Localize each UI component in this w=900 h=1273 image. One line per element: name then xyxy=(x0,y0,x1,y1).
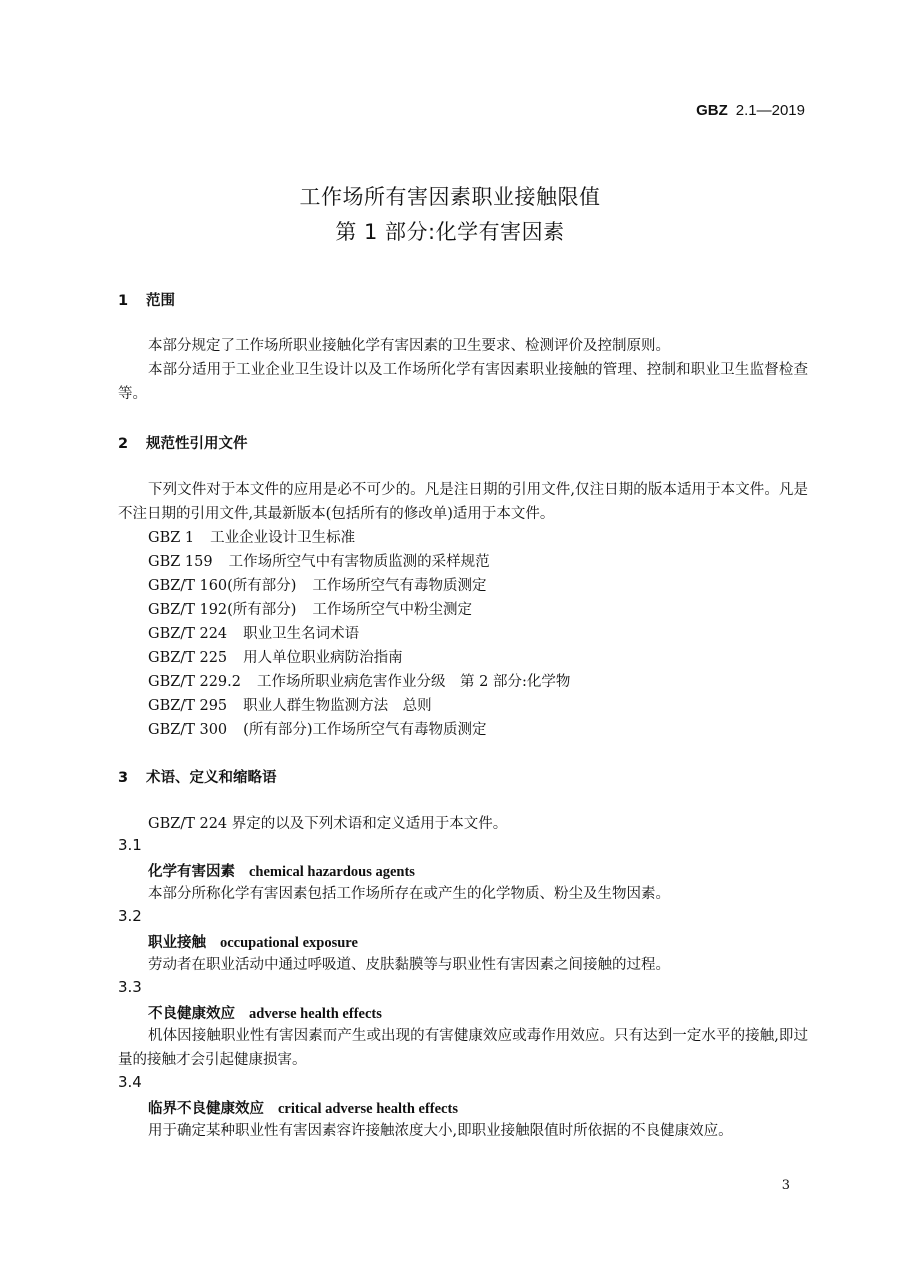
section-heading-normative xyxy=(118,432,248,453)
term-en: chemical hazardous agents xyxy=(249,864,415,880)
term-definition: 本部分所称化学有害因素包括工作场所存在或产生的化学物质、粉尘及生物因素。 xyxy=(148,886,670,902)
reference-code: GBZ/T 224 xyxy=(148,626,228,642)
standard-code xyxy=(696,102,805,119)
reference-title: (所有部分)工作场所空气有毒物质测定 xyxy=(243,722,487,738)
scope-paragraph-1: 本部分规定了工作场所职业接触化学有害因素的卫生要求、检测评价及控制原则。 xyxy=(148,338,670,354)
reference-item xyxy=(148,550,490,574)
section-title: 术语、定义和缩略语 xyxy=(146,770,277,786)
term-number: 3.3 xyxy=(118,978,142,996)
reference-title: 工作场所空气中粉尘测定 xyxy=(312,602,472,618)
term-definition: 机体因接触职业性有害因素而产生或出现的有害健康效应或毒作用效应。只有达到一定水平的接触,即过量的接触才会引起健康损害。 xyxy=(118,1028,808,1068)
term-en: adverse health effects xyxy=(249,1006,382,1022)
term-number: 3.1 xyxy=(118,836,142,854)
reference-title: 工业企业设计卫生标准 xyxy=(210,530,356,546)
section-title: 规范性引用文件 xyxy=(146,436,248,452)
reference-code: GBZ/T 225 xyxy=(148,650,228,666)
term-zh: 职业接触 xyxy=(148,935,206,951)
terms-intro: GBZ/T 224 界定的以及下列术语和定义适用于本文件。 xyxy=(148,816,508,832)
section-heading-terms xyxy=(118,766,277,787)
reference-title: 工作场所空气有毒物质测定 xyxy=(312,578,487,594)
reference-item xyxy=(148,718,486,742)
reference-code: GBZ/T 295 xyxy=(148,698,228,714)
standard-prefix: GBZ xyxy=(696,102,728,119)
reference-item xyxy=(148,670,570,694)
scope-paragraph-2: 本部分适用于工业企业卫生设计以及工作场所化学有害因素职业接触的管理、控制和职业卫生监督检查等。 xyxy=(118,362,808,402)
normative-intro: 下列文件对于本文件的应用是必不可少的。凡是注日期的引用文件,仅注日期的版本适用于本文件。凡是不注日期的引用文件,其最新版本(包括所有的修改单)适用于本文件。 xyxy=(118,482,808,522)
reference-title: 用人单位职业病防治指南 xyxy=(243,650,403,666)
term-heading xyxy=(148,1002,382,1023)
document-title: 工作场所有害因素职业接触限值 xyxy=(299,185,601,209)
standard-number: 2.1—2019 xyxy=(735,102,805,119)
term-heading xyxy=(148,860,415,881)
reference-code: GBZ/T 300 xyxy=(148,722,228,738)
section-number: 2 xyxy=(118,436,129,452)
reference-item xyxy=(148,598,472,622)
reference-item xyxy=(148,646,403,670)
term-definition: 用于确定某种职业性有害因素容许接触浓度大小,即职业接触限值时所依据的不良健康效应。 xyxy=(148,1123,733,1139)
reference-item xyxy=(148,526,355,550)
term-en: occupational exposure xyxy=(220,935,358,951)
term-zh: 化学有害因素 xyxy=(148,864,235,880)
section-number: 3 xyxy=(118,770,129,786)
term-heading xyxy=(148,931,358,952)
term-heading xyxy=(148,1097,458,1118)
reference-item xyxy=(148,574,486,598)
term-en: critical adverse health effects xyxy=(278,1101,458,1117)
reference-item xyxy=(148,694,432,718)
term-zh: 临界不良健康效应 xyxy=(148,1101,264,1117)
reference-item xyxy=(148,622,359,646)
page-number: 3 xyxy=(781,1178,790,1193)
section-title: 范围 xyxy=(146,293,175,309)
section-heading-scope xyxy=(118,289,175,310)
reference-title: 职业人群生物监测方法 总则 xyxy=(243,698,432,714)
reference-code: GBZ/T 229.2 xyxy=(148,674,241,690)
reference-title: 工作场所空气中有害物质监测的采样规范 xyxy=(228,554,490,570)
reference-code: GBZ/T 192(所有部分) xyxy=(148,602,297,618)
reference-title: 工作场所职业病危害作业分级 第 2 部分:化学物 xyxy=(257,674,571,690)
reference-code: GBZ/T 160(所有部分) xyxy=(148,578,297,594)
reference-code: GBZ 159 xyxy=(148,554,213,570)
document-subtitle: 第 1 部分:化学有害因素 xyxy=(335,220,565,244)
term-zh: 不良健康效应 xyxy=(148,1006,235,1022)
reference-code: GBZ 1 xyxy=(148,530,195,546)
term-number: 3.4 xyxy=(118,1073,142,1091)
section-number: 1 xyxy=(118,293,129,309)
term-definition: 劳动者在职业活动中通过呼吸道、皮肤黏膜等与职业性有害因素之间接触的过程。 xyxy=(148,957,670,973)
reference-title: 职业卫生名词术语 xyxy=(243,626,360,642)
term-number: 3.2 xyxy=(118,907,142,925)
